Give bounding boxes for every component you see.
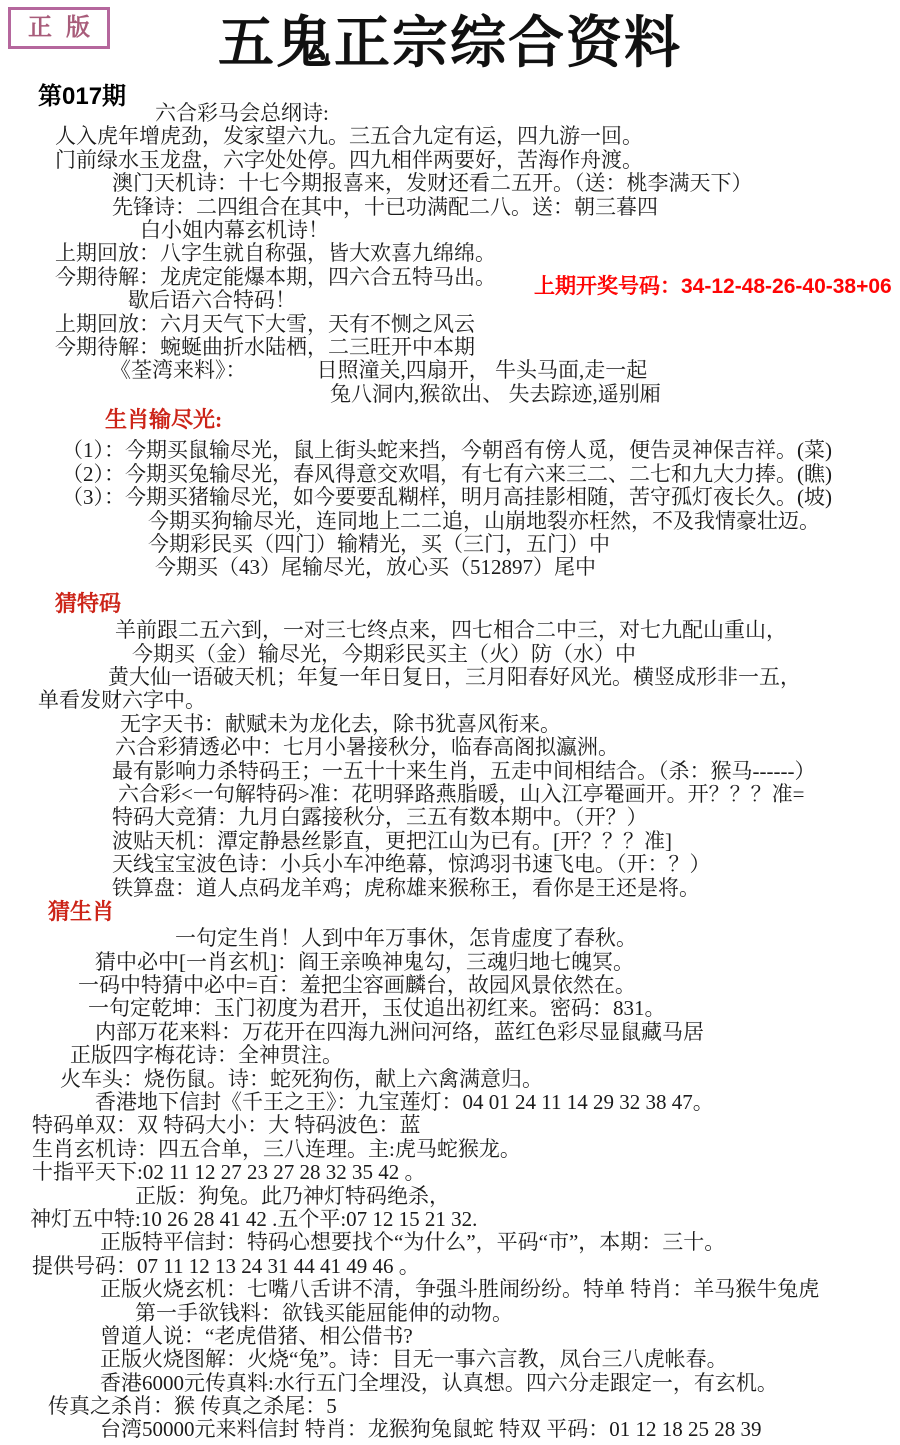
- caitema-section: [0, 619, 900, 900]
- text-line: 六合彩猜透必中：七月小暑接秋分，临春高阁拟瀛洲。: [115, 735, 619, 760]
- text-line: 今期买狗输尽光，连同地上二二追，山崩地裂亦枉然，不及我情豪壮迈。: [148, 508, 820, 533]
- text-line: 一句定生肖！人到中年万事休，怎肯虚度了春秋。: [175, 926, 637, 951]
- text-line: 十指平天下:02 11 12 27 23 27 28 32 35 42 。: [32, 1160, 426, 1185]
- caishengxiao-section: [0, 927, 900, 1442]
- text-line: 第一手欲钱料：欲钱买能屈能伸的动物。: [135, 1300, 513, 1325]
- text-line: 火车头：烧伤鼠。诗：蛇死狗伤，献上六禽满意归。: [60, 1066, 543, 1091]
- text-line: （3）：今期买猪输尽光，如今要要乱糊样，明月高挂影相随，苦守孤灯夜长久。(坡): [62, 485, 832, 510]
- text-line: 今期买（43）尾输尽光，放心买（512897）尾中: [155, 555, 596, 580]
- text-line: 传真之杀肖：猴 传真之杀尾：5: [48, 1394, 337, 1419]
- text-line: 提供号码：07 11 12 13 24 31 44 41 49 46 。: [32, 1253, 420, 1278]
- text-line: 黄大仙一语破天机；年复一年日复日，三月阳春好风光。横竖成形非一五，: [108, 664, 801, 689]
- text-line: 猜中必中[一肖玄机]：阎王亲唤神鬼勾，三魂归地七魄冥。: [95, 949, 634, 974]
- text-line: 羊前跟二五六到，一对三七终点来，四七相合二中三，对七九配山重山，: [115, 618, 787, 643]
- section-heading-shengxiao-shujinguang: 生肖输尽光:: [105, 407, 223, 433]
- text-line: 先锋诗：二四组合在其中，十已功满配二八。送：朝三暮四: [112, 194, 658, 219]
- text-line: 生肖玄机诗：四五合单，三八连理。主:虎马蛇猴龙。: [32, 1136, 521, 1161]
- text-line: 曾道人说：“老虎借猪、相公借书?: [100, 1323, 413, 1348]
- text-line: 上期回放：六月天气下大雪，天有不恻之风云: [55, 311, 475, 336]
- text-line: 今期待解：蜿蜒曲折水陆栖，二三旺开中本期: [55, 334, 475, 359]
- authentic-badge: 正版: [8, 7, 110, 49]
- text-line: 特码大竞猜：九月白露接秋分，三五有数本期中。（开？）: [112, 805, 648, 830]
- text-line: 神灯五中特:10 26 28 41 42 .五个平:07 12 15 21 32.: [30, 1206, 478, 1231]
- text-line: 正版四字梅花诗：全神贯注。: [70, 1043, 343, 1068]
- shujinguang-section: [0, 439, 900, 579]
- text-line: （2）：今期买兔输尽光，春风得意交欢唱，有七有六来三二、二七和九大力捧。(瞧): [62, 461, 832, 486]
- text-line: 正版火烧玄机：七嘴八舌讲不清，争强斗胜闹纷纷。特单 特肖：羊马猴牛兔虎: [100, 1277, 820, 1302]
- text-line: 特码单双：双 特码大小：大 特码波色：蓝: [32, 1113, 421, 1138]
- quanwan-label: 《荃湾来料》：: [110, 358, 247, 383]
- text-line: （1）：今期买鼠输尽光，鼠上街头蛇来挡，今朝舀有傍人觅，便告灵神保吉祥。(菜): [62, 438, 832, 463]
- quanwan-text: 日照潼关,四扇开， 牛头马面,走一起: [316, 358, 648, 383]
- text-line: 白小姐内幕玄机诗！: [140, 217, 329, 242]
- text-line: 六合彩马会总纲诗:: [155, 101, 329, 125]
- text-line: 上期回放：八字生就自称强，皆大欢喜九绵绵。: [55, 241, 496, 266]
- text-line: 正版火烧图解：火烧“兔”。诗：目无一事六言教，凤台三八虎帐春。: [100, 1347, 728, 1372]
- text-line: 台湾50000元来料信封 特肖：龙猴狗兔鼠蛇 特双 平码：01 12 18 25 28 39: [100, 1417, 762, 1442]
- text-line: 内部万花来料：万花开在四海九洲问河络，蓝红色彩尽显鼠藏马居: [95, 1019, 704, 1044]
- text-line: 铁算盘：道人点码龙羊鸡；虎称雄来猴称王，看你是王还是将。: [112, 875, 700, 900]
- section-heading-caitema: 猜特码: [55, 590, 122, 616]
- text-line: 最有影响力杀特码王；一五十十来生肖，五走中间相结合。（杀：猴马------）: [112, 758, 816, 783]
- section-heading-caishengxiao: 猜生肖: [48, 898, 115, 924]
- text-line: 香港6000元传真料:水行五门全埋没，认真想。四六分走跟定一，有玄机。: [100, 1370, 778, 1395]
- text-line: 门前绿水玉龙盘，六字处处停。四九相伴两要好，苦海作舟渡。: [55, 147, 643, 172]
- text-line: 歇后语六合特码！: [128, 288, 296, 313]
- text-line: 无字天书：献赋未为龙化去，除书犹喜风衔来。: [120, 711, 561, 736]
- text-line: 一句定乾坤：玉门初度为君开，玉仗追出初红来。密码：831。: [88, 996, 666, 1021]
- sheet-header: [0, 0, 900, 110]
- text-line: 正版特平信封：特码心想要找个“为什么”，平码“市”，本期：三十。: [100, 1230, 726, 1255]
- text-line: 人入虎年增虎劲，发家望六九。三五合九定有运，四九游一回。: [55, 124, 643, 149]
- issue-number: 第017期: [38, 83, 127, 110]
- page-title: 五鬼正宗综合资料: [218, 13, 682, 75]
- text-line: 今期买（金）输尽光，今期彩民买主（火）防（水）中: [132, 641, 636, 666]
- text-line: 波贴天机：潭定静悬丝影直，更把江山为已有。[开？？？准]: [112, 828, 672, 853]
- text-line: 一码中特猜中必中=百：羞把尘容画麟台，故园风景依然在。: [78, 973, 636, 998]
- text-line: 香港地下信封《千王之王》：九宝莲灯：04 01 24 11 14 29 32 38 47。: [95, 1090, 714, 1115]
- text-line: 今期待解：龙虎定能爆本期，四六合五特马出。: [55, 264, 496, 289]
- text-line: 今期彩民买（四门）输精光，买（三门，五门）中: [148, 532, 610, 557]
- text-line: 澳门天机诗：十七今期报喜来，发财还看二五开。（送：桃李满天下）: [112, 171, 753, 196]
- text-line: 正版：狗兔。此乃神灯特码绝杀，: [135, 1183, 450, 1208]
- intro-section: [0, 102, 900, 406]
- text-line: 单看发财六字中。: [38, 688, 206, 713]
- text-line: 兔八洞内,猴欲出、 失去踪迹,遥别厢: [330, 381, 661, 406]
- text-line: 天线宝宝波色诗：小兵小车冲绝幕，惊鸿羽书速飞电。（开：？）: [112, 852, 711, 877]
- last-draw-numbers: 上期开奖号码：34-12-48-26-40-38+06: [534, 275, 892, 298]
- text-line: 六合彩<一句解特码>准：花明驿路燕脂暖，山入江亭罨画开。开？？？准=: [118, 781, 805, 806]
- quanwan-line: [110, 359, 900, 382]
